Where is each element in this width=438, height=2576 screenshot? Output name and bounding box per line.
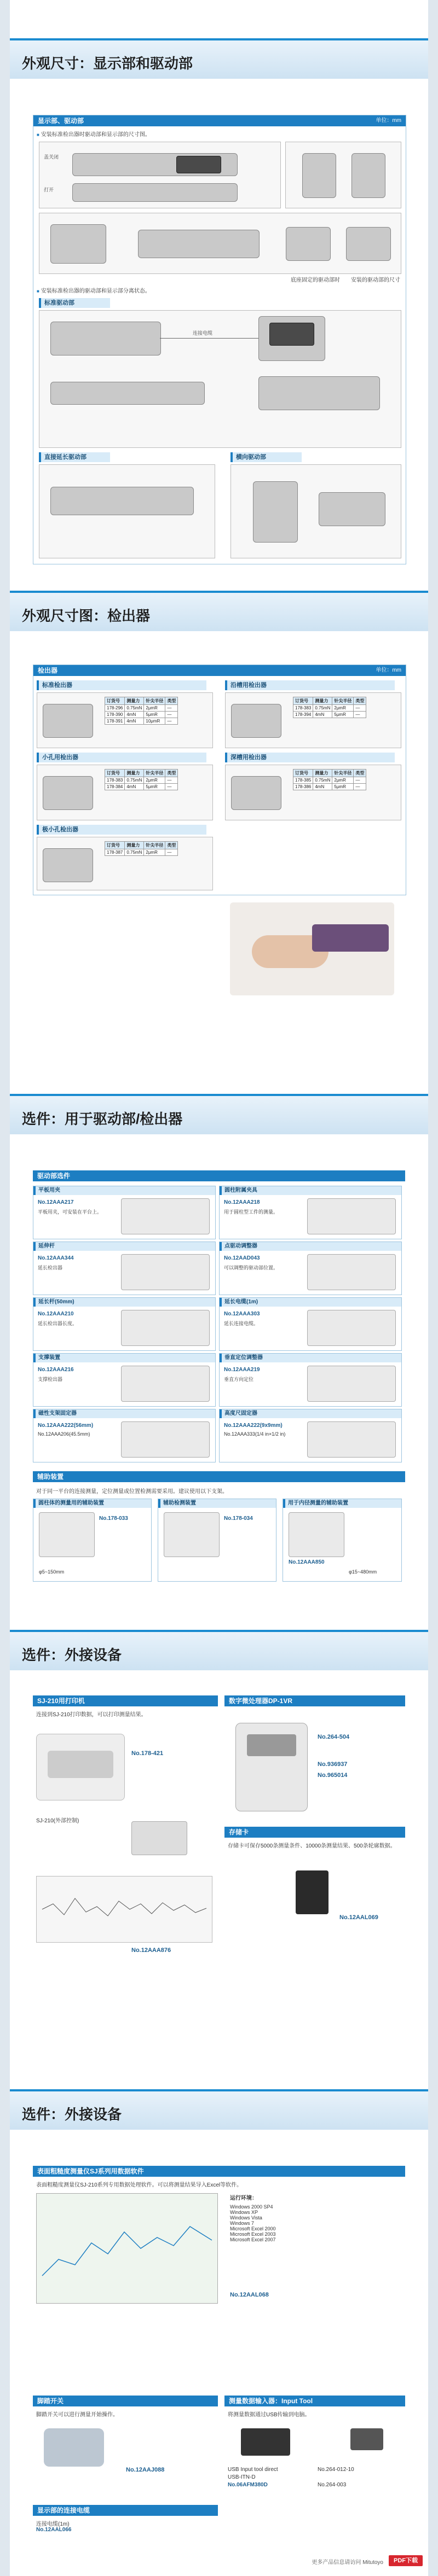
detector-body	[43, 704, 93, 738]
cable-desc: 连接电缆(1m)	[36, 2521, 70, 2527]
usb-tool-image-2	[350, 2428, 383, 2450]
label-closed: 盖关闭	[44, 154, 59, 160]
card-desc: 延长连接电缆。	[224, 1321, 259, 1326]
usb-label: USB Input tool direct	[228, 2467, 278, 2473]
drive-direct	[50, 487, 194, 515]
detector-standard-title: 标准检出器	[37, 680, 206, 690]
card-title: 支撑装置	[33, 1354, 215, 1362]
footswitch-pn: No.12AAJ088	[126, 2467, 165, 2473]
drive-side	[253, 481, 298, 543]
section-title: 选件：外接设备	[22, 1647, 122, 1663]
card-pn: No.12AAA344	[38, 1255, 74, 1261]
aux-image	[164, 1512, 220, 1557]
card-title: 延伸杆	[33, 1242, 215, 1251]
drive-option-card	[33, 1353, 216, 1407]
card-desc: 平板用夹，可安装在平台上。	[38, 1209, 102, 1215]
card-title: 延长杆(50mm)	[33, 1298, 215, 1307]
drawing-side	[230, 464, 401, 558]
detectors-panel	[33, 665, 406, 895]
card-title: 点驱动调整器	[220, 1242, 401, 1251]
panel-header: 检出器 单位：mm	[33, 665, 406, 676]
detector-deep-groove-title: 深槽用检出器	[225, 753, 395, 762]
footswitch-image	[44, 2428, 104, 2467]
software-pn: No.12AAL068	[230, 2292, 269, 2298]
section-header-external-2	[10, 2089, 428, 2130]
aux-card-1: 圆柱体的测量用的辅助装置 No.178-033 φ5~150mm	[33, 1499, 152, 1582]
section-title: 外观尺寸图：检出器	[22, 608, 151, 624]
label-open: 打开	[44, 187, 54, 193]
printer-caption: SJ-210(外部控制)	[36, 1818, 79, 1824]
detector-body	[43, 848, 93, 882]
card-desc: 支撑检出器	[38, 1377, 63, 1382]
footer-text: 更多产品信息请访问 Mitutoyo	[312, 2560, 383, 2566]
input-tool-header: 测量数据输入器：Input Tool	[224, 2396, 405, 2406]
detector-groove-title: 沿槽用检出器	[225, 680, 395, 690]
drawing-top-view	[39, 142, 281, 208]
footswitch-desc: 脚踏开关可以进行测量开始操作。	[36, 2412, 118, 2418]
card-title: 平板用夹	[33, 1186, 215, 1195]
caption-right2: 安装的驱动部的尺寸	[351, 277, 400, 283]
display-long	[258, 376, 380, 410]
printer-image	[36, 1734, 125, 1800]
card-pn: No.12AAA222(56mm)	[38, 1423, 94, 1429]
input-tool-pn3: No.264-003	[318, 2482, 347, 2488]
dp1vr-image	[235, 1723, 308, 1811]
printer-pn: No.178-421	[131, 1750, 164, 1757]
os-list: Windows 2000 SP4 Windows XP Windows Vista Windows 7 Microsoft Excel 2000 Microsoft Excel 2003 Microsoft Excel 2007	[230, 2204, 276, 2242]
memory-card-image	[296, 1870, 328, 1914]
label-cable: 连接电缆	[193, 330, 213, 336]
drawing-bottom-row	[39, 213, 401, 274]
device-open	[72, 183, 238, 202]
aux-image	[289, 1512, 344, 1557]
aux-card-2: 辅助检测装置 No.178-034	[158, 1499, 276, 1582]
device-side	[302, 153, 336, 198]
label-direct-drive: 直接延长驱动部	[39, 452, 110, 462]
section-header-detectors	[10, 591, 428, 631]
aux-header: 辅助装置	[33, 1471, 405, 1482]
aux-image	[39, 1512, 95, 1557]
card-image	[121, 1421, 210, 1458]
display-screen	[176, 156, 221, 173]
card-image	[121, 1366, 210, 1402]
card-title: 磁性支架固定器	[33, 1409, 215, 1418]
input-tool-pn2: No.264-012-10	[318, 2467, 354, 2473]
drive-side-2	[319, 492, 385, 526]
cable-header: 显示部的连接电缆	[33, 2505, 218, 2516]
memory-pn: No.12AAL069	[339, 1914, 378, 1921]
card-image	[121, 1198, 210, 1234]
drive-option-card	[33, 1242, 216, 1295]
product-photo-hand	[230, 902, 394, 995]
os-title: 运行环境：	[230, 2195, 257, 2201]
card-image	[307, 1254, 396, 1290]
detector-body	[231, 776, 281, 810]
memory-header: 存储卡	[224, 1827, 405, 1838]
section-title: 选件：用于驱动部/检出器	[22, 1111, 183, 1127]
usb-pn: USB-ITN-D	[228, 2474, 256, 2480]
left-margin-bar	[0, 0, 10, 2576]
right-margin-bar	[428, 0, 438, 2576]
section-title: 选件：外接设备	[22, 2106, 122, 2123]
label-std-drive: 标准驱动部	[39, 298, 110, 308]
memory-desc: 存储卡可保存5000条测量条件、10000条测量结果、500条轮廓数据。	[228, 1843, 396, 1849]
card-pn: No.12AAD043	[224, 1255, 260, 1261]
card-pn: No.12AAA210	[38, 1311, 74, 1317]
section-header-options	[10, 1094, 428, 1134]
detector-small-hole-title: 小孔用检出器	[37, 753, 206, 762]
aux-card-3: 用于内径测量的辅助装置 No.12AAA850 φ15~480mm	[283, 1499, 402, 1582]
drive-option-card	[33, 1409, 216, 1462]
drive-option-card	[219, 1353, 402, 1407]
spec-table-deep-groove: 订货号 测量力 针尖半径 类型 178-385 0.75mN 2μmR — 178-386 4mN 5μmR —	[293, 769, 366, 790]
software-graph	[37, 2194, 217, 2303]
caption-right1: 底座固定的驱动部时	[291, 277, 340, 283]
display-screen-2	[269, 323, 314, 346]
section-header-display-drive	[10, 38, 428, 79]
detector-body	[231, 704, 281, 738]
spec-table-tiny-hole: 订货号 测量力 针尖半径 类型 178-387 0.75mN 2μmR —	[105, 841, 178, 856]
detector-in-hand	[312, 924, 389, 952]
label-side-drive: 横向驱动部	[230, 452, 302, 462]
card-title: 高度尺固定器	[220, 1409, 401, 1418]
card-pn: No.12AAA218	[224, 1199, 260, 1205]
drive-option-card	[219, 1409, 402, 1462]
software-header: 表面粗糙度测量仪SJ系列用数据软件	[33, 2166, 405, 2177]
spec-table-groove: 订货号 测量力 针尖半径 类型 178-383 0.75mN 2μmR — 178-394 4mN 5μmR —	[293, 697, 366, 718]
spec-table-standard: 订货号 测量力 针尖半径 类型 178-296 0.75mN 2μmR — 178-390 4mN 5μmR — 178-391 4mN 10μmR —	[105, 697, 178, 725]
drawing-direct	[39, 464, 215, 558]
aux-note: 对于同一平台的连接测量，定位测量或位置检测需要采用。建议使用以下支架。	[36, 1489, 228, 1495]
usb-tool-image	[241, 2428, 290, 2456]
printer-desc: 连接到SJ-210打印数据，可以打印测量结果。	[36, 1712, 147, 1718]
card-title: 延长电缆(1m)	[220, 1298, 401, 1307]
device-end	[286, 227, 331, 261]
note2: ■ 安装标准检出器的驱动部和显示部分离状态。	[37, 286, 151, 294]
section-header-external-1	[10, 1630, 428, 1670]
device-long	[138, 230, 260, 258]
software-desc: 表面粗糙度测量仪SJ-210系列专用数据处理软件。可以将测量结果导入Excel等软件。	[36, 2182, 243, 2188]
device-side-2	[351, 153, 385, 198]
input-tool-pn: No.06AFM380D	[228, 2482, 268, 2488]
card-title: 圆柱附属夹具	[220, 1186, 401, 1195]
section-title: 外观尺寸：显示部和驱动部	[22, 55, 193, 72]
printer-header: SJ-210用打印机	[33, 1695, 218, 1706]
device-front	[50, 224, 106, 264]
detector-body	[43, 776, 93, 810]
software-screenshot	[36, 2193, 218, 2304]
drive-unit	[50, 322, 161, 355]
dp1vr-pn4: No.965014	[318, 1772, 348, 1779]
card-image	[307, 1366, 396, 1402]
detector-tiny-hole-title: 极小孔检出器	[37, 825, 206, 835]
spec-table-small-hole: 订货号 测量力 针尖半径 类型 178-383 0.75mN 2μmR — 178-384 4mN 5μmR —	[105, 769, 178, 790]
card-desc: No.12AAA206(45.5mm)	[38, 1431, 90, 1437]
display-drive-panel	[33, 115, 406, 564]
input-tool-desc: 将测量数据通过USB传输到电脑。	[228, 2412, 310, 2418]
pdf-download-button[interactable]: PDF下载	[389, 2555, 423, 2566]
card-image	[121, 1310, 210, 1346]
drive-option-card	[33, 1297, 216, 1351]
footswitch-header: 脚踏开关	[33, 2396, 218, 2406]
drive-option-card	[219, 1297, 402, 1351]
printout-graph	[37, 1876, 212, 1942]
card-image	[307, 1310, 396, 1346]
drawing-side-view	[285, 142, 401, 208]
drive-options-header: 驱动部选件	[33, 1170, 405, 1181]
cable-pn: No.12AAL066	[36, 2527, 72, 2533]
card-desc: 垂直方向定位	[224, 1377, 254, 1382]
dp1vr-pn3: No.936937	[318, 1761, 348, 1768]
printer-pn5: No.12AAA876	[131, 1947, 171, 1954]
card-pn: No.12AAA219	[224, 1367, 260, 1373]
drawing-separated	[39, 310, 401, 448]
dp1vr-header: 数字微处理器DP-1VR	[224, 1695, 405, 1706]
card-desc: 延长检出器	[38, 1265, 63, 1270]
drive-option-card	[219, 1242, 402, 1295]
dp1vr-pn: No.264-504	[318, 1734, 350, 1740]
card-desc: No.12AAA333(1/4 in×1/2 in)	[224, 1431, 286, 1437]
card-image	[121, 1254, 210, 1290]
card-desc: 延长检出器长度。	[38, 1321, 78, 1326]
printer-accessory	[131, 1821, 187, 1855]
drive-option-card	[219, 1186, 402, 1239]
printout-sample	[36, 1876, 212, 1943]
note: ■ 安装标准检出器时驱动部和显示部的尺寸图。	[37, 130, 151, 138]
drive-option-card	[33, 1186, 216, 1239]
drive-long	[50, 382, 205, 405]
card-image	[307, 1198, 396, 1234]
card-pn: No.12AAA222(9x9mm)	[224, 1423, 283, 1429]
card-pn: No.12AAA217	[38, 1199, 74, 1205]
card-image	[307, 1421, 396, 1458]
panel-header: 显示部、驱动部 单位：mm	[33, 115, 406, 126]
card-pn: No.12AAA216	[38, 1367, 74, 1373]
card-title: 垂直定位调整器	[220, 1354, 401, 1362]
cable-line	[160, 338, 258, 339]
card-desc: 用于圆柱型工件的测量。	[224, 1209, 279, 1215]
card-desc: 可以调整的驱动部位置。	[224, 1265, 279, 1270]
card-pn: No.12AAA303	[224, 1311, 260, 1317]
device-end-2	[346, 227, 391, 261]
